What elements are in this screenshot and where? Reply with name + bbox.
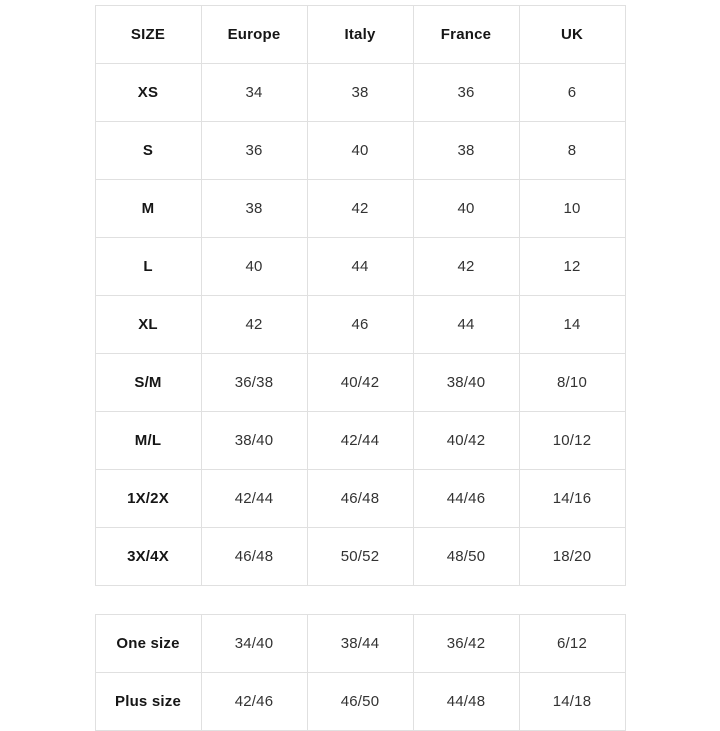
row-label: XS	[95, 64, 201, 122]
cell-uk: 6/12	[519, 615, 625, 673]
table-body	[95, 64, 625, 586]
cell-france: 36/42	[413, 615, 519, 673]
column-header-italy: Italy	[307, 6, 413, 64]
cell-europe: 36	[201, 122, 307, 180]
cell-europe: 42/46	[201, 673, 307, 731]
cell-europe: 38	[201, 180, 307, 238]
cell-italy: 42/44	[307, 412, 413, 470]
table-row	[95, 412, 625, 470]
cell-uk: 8	[519, 122, 625, 180]
table-row	[95, 180, 625, 238]
table-row	[95, 354, 625, 412]
cell-france: 38/40	[413, 354, 519, 412]
cell-italy: 46	[307, 296, 413, 354]
cell-italy: 50/52	[307, 528, 413, 586]
table-row	[95, 673, 625, 731]
row-label: 1X/2X	[95, 470, 201, 528]
cell-italy: 40	[307, 122, 413, 180]
cell-italy: 46/48	[307, 470, 413, 528]
row-label: M	[95, 180, 201, 238]
column-header-europe: Europe	[201, 6, 307, 64]
cell-europe: 46/48	[201, 528, 307, 586]
column-header-uk: UK	[519, 6, 625, 64]
cell-uk: 14/16	[519, 470, 625, 528]
table-row	[95, 528, 625, 586]
cell-italy: 40/42	[307, 354, 413, 412]
cell-italy: 38	[307, 64, 413, 122]
cell-europe: 34	[201, 64, 307, 122]
cell-uk: 14/18	[519, 673, 625, 731]
row-label: S/M	[95, 354, 201, 412]
row-label: S	[95, 122, 201, 180]
cell-uk: 18/20	[519, 528, 625, 586]
row-label: 3X/4X	[95, 528, 201, 586]
size-conversion-table	[95, 5, 626, 586]
cell-uk: 10/12	[519, 412, 625, 470]
cell-france: 36	[413, 64, 519, 122]
cell-italy: 44	[307, 238, 413, 296]
table-row	[95, 238, 625, 296]
cell-france: 48/50	[413, 528, 519, 586]
cell-france: 40/42	[413, 412, 519, 470]
table-row	[95, 296, 625, 354]
row-label: L	[95, 238, 201, 296]
table-row	[95, 64, 625, 122]
table-row	[95, 122, 625, 180]
cell-europe: 36/38	[201, 354, 307, 412]
cell-italy: 42	[307, 180, 413, 238]
table-body	[95, 615, 625, 731]
cell-france: 40	[413, 180, 519, 238]
cell-france: 44/46	[413, 470, 519, 528]
cell-uk: 12	[519, 238, 625, 296]
table-header-row	[95, 6, 625, 64]
row-label: One size	[95, 615, 201, 673]
cell-europe: 42/44	[201, 470, 307, 528]
row-label: M/L	[95, 412, 201, 470]
cell-uk: 10	[519, 180, 625, 238]
cell-france: 42	[413, 238, 519, 296]
cell-uk: 14	[519, 296, 625, 354]
table-row	[95, 470, 625, 528]
cell-france: 44/48	[413, 673, 519, 731]
row-label: Plus size	[95, 673, 201, 731]
column-header-size: SIZE	[95, 6, 201, 64]
table-header	[95, 6, 625, 64]
cell-europe: 40	[201, 238, 307, 296]
cell-france: 38	[413, 122, 519, 180]
cell-europe: 34/40	[201, 615, 307, 673]
cell-italy: 38/44	[307, 615, 413, 673]
table-row	[95, 615, 625, 673]
special-sizes-table	[95, 614, 626, 731]
cell-italy: 46/50	[307, 673, 413, 731]
cell-france: 44	[413, 296, 519, 354]
column-header-france: France	[413, 6, 519, 64]
cell-uk: 8/10	[519, 354, 625, 412]
cell-uk: 6	[519, 64, 625, 122]
cell-europe: 42	[201, 296, 307, 354]
cell-europe: 38/40	[201, 412, 307, 470]
row-label: XL	[95, 296, 201, 354]
